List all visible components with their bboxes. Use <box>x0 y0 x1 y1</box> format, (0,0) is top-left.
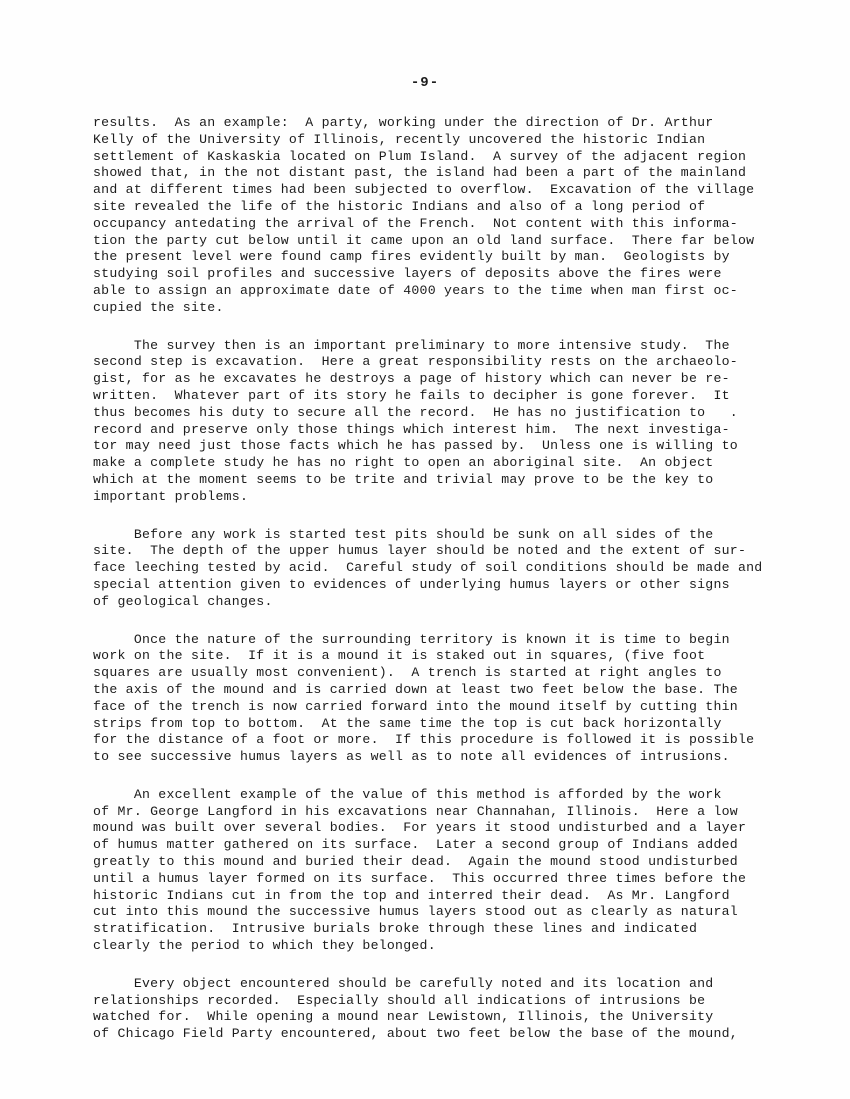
text-line: thus becomes his duty to secure all the record. He has no justification to . <box>93 404 738 420</box>
text-line: An excellent example of the value of this method is afforded by the work <box>93 786 722 802</box>
text-line: record and preserve only those things which interest him. The next investiga- <box>93 421 730 437</box>
text-line: mound was built over several bodies. For years it stood undisturbed and a layer <box>93 820 747 836</box>
paragraph <box>93 338 793 506</box>
text-line: of Chicago Field Party encountered, about two feet below the base of the mound, <box>93 1026 738 1042</box>
text-line: make a complete study he has no right to open an aboriginal site. An object <box>93 455 714 471</box>
text-line: written. Whatever part of its story he fails to decipher is gone forever. It <box>93 387 730 403</box>
text-line: for the distance of a foot or more. If this procedure is followed it is possible <box>93 732 755 748</box>
text-line: Before any work is started test pits should be sunk on all sides of the <box>93 526 714 542</box>
text-line: tion the party cut below until it came upon an old land surface. There far below <box>93 232 755 248</box>
text-line: of Mr. George Langford in his excavations near Channahan, Illinois. Here a low <box>93 803 738 819</box>
text-line: tor may need just those facts which he has passed by. Unless one is willing to <box>93 438 738 454</box>
text-line: Once the nature of the surrounding territory is known it is time to begin <box>93 631 730 647</box>
paragraph <box>93 115 793 317</box>
text-line: greatly to this mound and buried their dead. Again the mound stood undisturbed <box>93 854 738 870</box>
text-line: of humus matter gathered on its surface. Later a second group of Indians added <box>93 837 738 853</box>
text-line: results. As an example: A party, working under the direction of Dr. Arthur <box>93 115 714 130</box>
text-line: gist, for as he excavates he destroys a page of history which can never be re- <box>93 371 730 387</box>
text-line: able to assign an approximate date of 4000 years to the time when man first oc- <box>93 282 738 298</box>
text-line: of geological changes. <box>93 593 273 609</box>
text-line: stratification. Intrusive burials broke through these lines and indicated <box>93 921 698 937</box>
text-line: clearly the period to which they belonged. <box>93 938 436 954</box>
paragraph <box>93 787 793 955</box>
text-line: Kelly of the University of Illinois, recently uncovered the historic Indian <box>93 131 706 147</box>
text-line: the axis of the mound and is carried down at least two feet below the base. The <box>93 681 738 697</box>
body-text <box>93 115 793 1064</box>
text-line: relationships recorded. Especially should all indications of intrusions be <box>93 992 706 1008</box>
text-line: settlement of Kaskaskia located on Plum Island. A survey of the adjacent region <box>93 148 747 164</box>
text-line: work on the site. If it is a mound it is staked out in squares, (five foot <box>93 648 706 664</box>
text-line: squares are usually most convenient). A trench is started at right angles to <box>93 665 722 681</box>
text-line: watched for. While opening a mound near Lewistown, Illinois, the University <box>93 1009 714 1025</box>
text-line: and at different times had been subjected to overflow. Excavation of the village <box>93 182 755 198</box>
text-line: The survey then is an important preliminary to more intensive study. The <box>93 337 730 353</box>
text-line: site revealed the life of the historic Indians and also of a long period of <box>93 198 706 214</box>
text-line: site. The depth of the upper humus layer should be noted and the extent of sur- <box>93 543 747 559</box>
text-line: historic Indians cut in from the top and interred their dead. As Mr. Langford <box>93 887 730 903</box>
text-line: important problems. <box>93 488 249 504</box>
text-line: which at the moment seems to be trite and trivial may prove to be the key to <box>93 471 714 487</box>
text-line: until a humus layer formed on its surface. This occurred three times before the <box>93 870 747 886</box>
text-line: face leeching tested by acid. Careful study of soil conditions should be made and <box>93 560 763 576</box>
text-line: Every object encountered should be carefully noted and its location and <box>93 975 714 991</box>
text-line: second step is excavation. Here a great responsibility rests on the archaeolo- <box>93 354 738 370</box>
page-number: -9- <box>410 75 440 91</box>
text-line: special attention given to evidences of underlying humus layers or other signs <box>93 576 730 592</box>
text-line: showed that, in the not distant past, the island had been a part of the mainland <box>93 165 747 181</box>
text-line: face of the trench is now carried forward into the mound itself by cutting thin <box>93 698 738 714</box>
text-line: occupancy antedating the arrival of the French. Not content with this informa- <box>93 215 738 231</box>
text-line: the present level were found camp fires evidently built by man. Geologists by <box>93 249 730 265</box>
text-line: cupied the site. <box>93 299 224 315</box>
text-line: studying soil profiles and successive layers of deposits above the fires were <box>93 266 722 282</box>
paragraph <box>93 976 793 1043</box>
paragraph <box>93 527 793 611</box>
text-line: cut into this mound the successive humus layers stood out as clearly as natural <box>93 904 738 920</box>
paragraph <box>93 632 793 766</box>
text-line: to see successive humus layers as well as to note all evidences of intrusions. <box>93 749 730 765</box>
text-line: strips from top to bottom. At the same time the top is cut back horizontally <box>93 715 722 731</box>
